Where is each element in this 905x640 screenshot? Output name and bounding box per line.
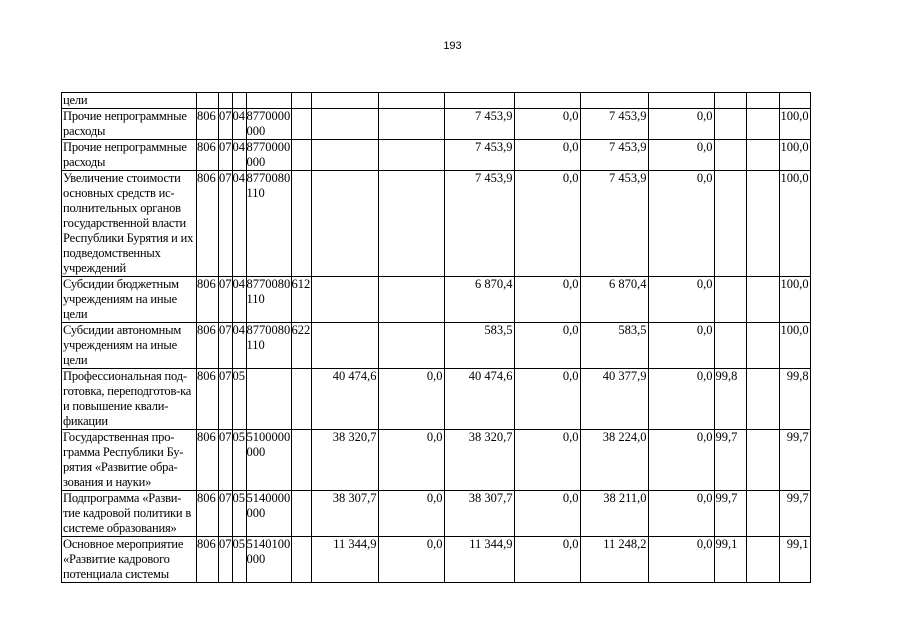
- section-code: 07: [219, 109, 233, 140]
- empty-cell: [746, 430, 779, 491]
- target-article-code: 8770080110: [246, 277, 291, 323]
- subsection-code: 04: [232, 277, 246, 323]
- percent-approved: 99,7: [714, 491, 746, 537]
- row-name: Основное мероприятие «Развитие кадрового потенциала системы: [62, 537, 197, 583]
- expense-type-code: 622: [291, 323, 311, 369]
- percent-refined: 100,0: [779, 323, 810, 369]
- approved-amount: [311, 323, 378, 369]
- section-code: 07: [219, 537, 233, 583]
- executed-fed-amount: 0,0: [648, 171, 714, 277]
- subsection-code: 04: [232, 171, 246, 277]
- percent-refined: 100,0: [779, 171, 810, 277]
- refined-fed-amount: 0,0: [514, 369, 580, 430]
- percent-approved: 99,7: [714, 430, 746, 491]
- section-code: 07: [219, 491, 233, 537]
- percent-approved: [714, 109, 746, 140]
- table-row: [62, 430, 811, 491]
- subsection-code: 04: [232, 323, 246, 369]
- approved-amount: [311, 277, 378, 323]
- executed-amount: 7 453,9: [580, 171, 648, 277]
- expense-type-code: [291, 430, 311, 491]
- subsection-code: [232, 93, 246, 109]
- refined-amount: [444, 93, 514, 109]
- approved-amount: 40 474,6: [311, 369, 378, 430]
- ved-code: [197, 93, 219, 109]
- table-row: [62, 323, 811, 369]
- executed-amount: 7 453,9: [580, 140, 648, 171]
- executed-amount: 11 248,2: [580, 537, 648, 583]
- row-name: Субсидии бюджетным учреждениям на иные цели: [62, 277, 197, 323]
- section-code: 07: [219, 171, 233, 277]
- empty-cell: [746, 171, 779, 277]
- empty-cell: [746, 537, 779, 583]
- row-name: цели: [62, 93, 197, 109]
- empty-cell: [746, 109, 779, 140]
- section-code: 07: [219, 140, 233, 171]
- approved-fed-amount: [378, 93, 444, 109]
- table-row: [62, 140, 811, 171]
- subsection-code: 05: [232, 430, 246, 491]
- ved-code: 806: [197, 140, 219, 171]
- ved-code: 806: [197, 369, 219, 430]
- ved-code: 806: [197, 491, 219, 537]
- percent-refined: 99,7: [779, 430, 810, 491]
- row-name: Субсидии автономным учреждениям на иные цели: [62, 323, 197, 369]
- approved-fed-amount: [378, 171, 444, 277]
- expense-type-code: [291, 171, 311, 277]
- percent-refined: 99,1: [779, 537, 810, 583]
- approved-amount: [311, 171, 378, 277]
- table-row: [62, 109, 811, 140]
- refined-amount: 7 453,9: [444, 171, 514, 277]
- ved-code: 806: [197, 430, 219, 491]
- refined-fed-amount: 0,0: [514, 171, 580, 277]
- percent-refined: 100,0: [779, 140, 810, 171]
- ved-code: 806: [197, 323, 219, 369]
- expense-type-code: [291, 537, 311, 583]
- approved-amount: [311, 93, 378, 109]
- executed-fed-amount: 0,0: [648, 140, 714, 171]
- executed-amount: 38 224,0: [580, 430, 648, 491]
- executed-fed-amount: 0,0: [648, 109, 714, 140]
- section-code: 07: [219, 369, 233, 430]
- refined-fed-amount: 0,0: [514, 109, 580, 140]
- page-number: 193: [443, 40, 462, 52]
- refined-amount: 6 870,4: [444, 277, 514, 323]
- expense-type-code: [291, 93, 311, 109]
- target-article-code: 5140000000: [246, 491, 291, 537]
- refined-amount: 40 474,6: [444, 369, 514, 430]
- ved-code: 806: [197, 171, 219, 277]
- target-article-code: 8770080110: [246, 323, 291, 369]
- refined-amount: 38 320,7: [444, 430, 514, 491]
- subsection-code: 05: [232, 537, 246, 583]
- approved-amount: 38 320,7: [311, 430, 378, 491]
- section-code: 07: [219, 323, 233, 369]
- approved-fed-amount: 0,0: [378, 491, 444, 537]
- executed-fed-amount: 0,0: [648, 537, 714, 583]
- approved-fed-amount: [378, 140, 444, 171]
- approved-amount: 38 307,7: [311, 491, 378, 537]
- refined-amount: 11 344,9: [444, 537, 514, 583]
- section-code: 07: [219, 277, 233, 323]
- budget-execution-table: [61, 92, 811, 583]
- empty-cell: [746, 491, 779, 537]
- subsection-code: 04: [232, 109, 246, 140]
- table-row: [62, 93, 811, 109]
- target-article-code: 8770000000: [246, 140, 291, 169]
- expense-type-code: 612: [291, 277, 311, 323]
- percent-approved: [714, 277, 746, 323]
- approved-fed-amount: 0,0: [378, 430, 444, 491]
- executed-fed-amount: 0,0: [648, 323, 714, 369]
- target-article-code: [246, 369, 291, 430]
- ved-code: 806: [197, 109, 219, 140]
- subsection-code: 05: [232, 491, 246, 537]
- expense-type-code: [291, 491, 311, 537]
- percent-approved: 99,8: [714, 369, 746, 430]
- target-article-code: 5140100000: [246, 537, 291, 583]
- row-name: Профессиональная под-готовка, переподготов-ка и повышение квали-фикации: [62, 369, 197, 430]
- subsection-code: 04: [232, 140, 246, 171]
- target-article-code: 8770000000: [246, 109, 291, 138]
- percent-refined: 100,0: [779, 109, 810, 140]
- table-row: [62, 537, 811, 583]
- ved-code: 806: [197, 277, 219, 323]
- refined-fed-amount: 0,0: [514, 277, 580, 323]
- executed-fed-amount: 0,0: [648, 369, 714, 430]
- row-name: Прочие непрограммные расходы: [62, 109, 197, 140]
- percent-approved: [714, 93, 746, 109]
- executed-amount: 7 453,9: [580, 109, 648, 140]
- percent-refined: [779, 93, 810, 109]
- approved-fed-amount: [378, 277, 444, 323]
- target-article-code: 8770080110: [246, 171, 291, 277]
- refined-amount: 38 307,7: [444, 491, 514, 537]
- refined-amount: 7 453,9: [444, 140, 514, 171]
- section-code: [219, 93, 233, 109]
- refined-fed-amount: 0,0: [514, 140, 580, 171]
- percent-refined: 99,7: [779, 491, 810, 537]
- table-row: [62, 369, 811, 430]
- executed-amount: 6 870,4: [580, 277, 648, 323]
- empty-cell: [746, 277, 779, 323]
- executed-fed-amount: 0,0: [648, 491, 714, 537]
- expense-type-code: [291, 109, 311, 140]
- percent-approved: [714, 171, 746, 277]
- percent-approved: [714, 323, 746, 369]
- approved-fed-amount: 0,0: [378, 537, 444, 583]
- expense-type-code: [291, 369, 311, 430]
- executed-fed-amount: 0,0: [648, 277, 714, 323]
- executed-amount: 38 211,0: [580, 491, 648, 537]
- ved-code: 806: [197, 537, 219, 583]
- empty-cell: [746, 369, 779, 430]
- refined-fed-amount: 0,0: [514, 537, 580, 583]
- subsection-code: 05: [232, 369, 246, 430]
- executed-amount: 40 377,9: [580, 369, 648, 430]
- refined-fed-amount: 0,0: [514, 491, 580, 537]
- section-code: 07: [219, 430, 233, 491]
- percent-approved: [714, 140, 746, 171]
- approved-fed-amount: [378, 323, 444, 369]
- empty-cell: [746, 323, 779, 369]
- table-row: [62, 171, 811, 277]
- empty-cell: [746, 140, 779, 171]
- approved-amount: [311, 140, 378, 171]
- refined-fed-amount: 0,0: [514, 323, 580, 369]
- percent-approved: 99,1: [714, 537, 746, 583]
- empty-cell: [746, 93, 779, 109]
- approved-amount: 11 344,9: [311, 537, 378, 583]
- refined-amount: 7 453,9: [444, 109, 514, 140]
- executed-amount: 583,5: [580, 323, 648, 369]
- row-name: Увеличение стоимости основных средств ис-полнительных органов государственной власти Республики Бурятия и их подведомственных учреждений: [62, 171, 197, 277]
- target-article-code: 5100000000: [246, 430, 291, 491]
- refined-fed-amount: 0,0: [514, 430, 580, 491]
- approved-fed-amount: [378, 109, 444, 140]
- table-row: [62, 491, 811, 537]
- percent-refined: 100,0: [779, 277, 810, 323]
- approved-amount: [311, 109, 378, 140]
- percent-refined: 99,8: [779, 369, 810, 430]
- executed-fed-amount: 0,0: [648, 430, 714, 491]
- executed-fed-amount: [648, 93, 714, 109]
- approved-fed-amount: 0,0: [378, 369, 444, 430]
- row-name: Подпрограмма «Разви-тие кадровой политики в системе образования»: [62, 491, 197, 537]
- executed-amount: [580, 93, 648, 109]
- table-row: [62, 277, 811, 323]
- expense-type-code: [291, 140, 311, 171]
- row-name: Государственная про-грамма Республики Бу-рятия «Развитие обра-зования и науки»: [62, 430, 197, 491]
- row-name: Прочие непрограммные расходы: [62, 140, 197, 171]
- refined-amount: 583,5: [444, 323, 514, 369]
- target-article-code: [246, 93, 291, 109]
- refined-fed-amount: [514, 93, 580, 109]
